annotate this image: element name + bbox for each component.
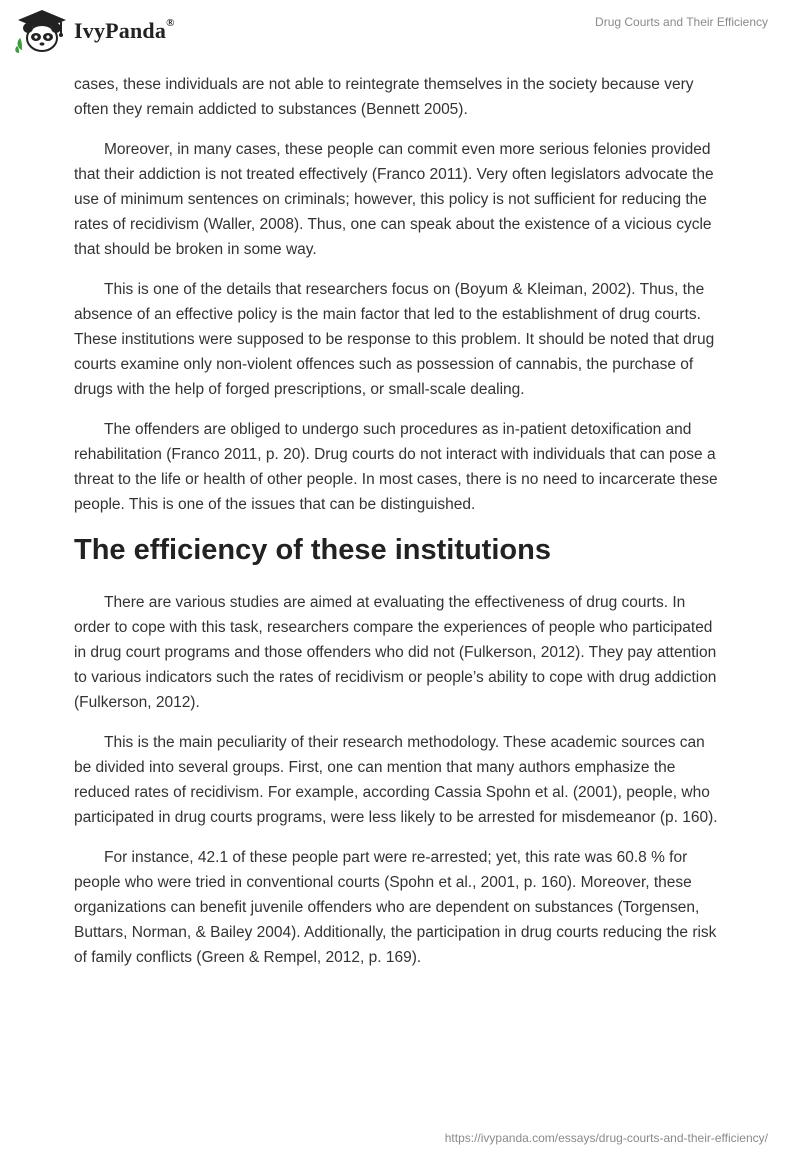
page-header: [0, 0, 800, 64]
paragraph: cases, these individuals are not able to reintegrate themselves in the society because very often they remain addicted to substances (Bennett 2005).: [74, 76, 694, 118]
paragraph: This is one of the details that researchers focus on (Boyum & Kleiman, 2002). Thus, the absence of an effective policy is the main factor that led to the establishment of drug courts. These institutions were supposed to be response to this problem. It should be noted that drug courts examine only non-violent offences such as possession of cannabis, the purchase of drugs with the help of forged prescriptions, or small-scale dealing.: [74, 281, 715, 398]
ivypanda-logo[interactable]: [14, 8, 175, 54]
paragraph: Moreover, in many cases, these people can commit even more serious felonies provided that their addiction is not treated effectively (Franco 2011). Very often legislators advocate the use of minimum sentences on criminals; however, this policy is not sufficient for reducing the rates of recidivism (Waller, 2008). Thus, one can speak about the existence of a vicious cycle that should be broken in some way.: [74, 141, 714, 258]
document-title: Drug Courts and Their Efficiency: [595, 15, 768, 29]
paragraph: The offenders are obliged to undergo such procedures as in-patient detoxification and rehabilitation (Franco 2011, p. 20). Drug courts do not interact with individuals that can pose a threat to the life or health of other people. In most cases, there is no need to incarcerate these people. This is one of the issues that can be distinguished.: [74, 421, 718, 513]
section-heading: The efficiency of these institutions: [74, 534, 551, 566]
panda-graduation-cap-icon: [14, 8, 70, 54]
paragraph: There are various studies are aimed at evaluating the effectiveness of drug courts. In order to cope with this task, researchers compare the experiences of people who participated in drug court programs and those offenders who did not (Fulkerson, 2012). They pay attention to various indicators such the rates of recidivism or people’s ability to cope with drug addiction (Fulkerson, 2012).: [74, 594, 717, 711]
brand-name: IvyPanda®: [74, 16, 175, 43]
paragraph: This is the main peculiarity of their research methodology. These academic sources can be divided into several groups. First, one can mention that many authors emphasize the reduced rates of recidivism. For example, according Cassia Spohn et al. (2001), people, who participated in drug courts programs, were less likely to be arrested for misdemeanor (p. 160).: [74, 734, 718, 826]
essay-body: [74, 72, 724, 985]
paragraph: For instance, 42.1 of these people part were re-arrested; yet, this rate was 60.8 % for people who were tried in conventional courts (Spohn et al., 2001, p. 160). Moreover, these organizations can benefit juvenile offenders who are dependent on substances (Torgensen, Buttars, Norman, & Bailey 2004). Additionally, the participation in drug courts reducing the risk of family conflicts (Green & Rempel, 2012, p. 169).: [74, 849, 717, 966]
source-url[interactable]: https://ivypanda.com/essays/drug-courts-and-their-efficiency/: [444, 1131, 768, 1145]
